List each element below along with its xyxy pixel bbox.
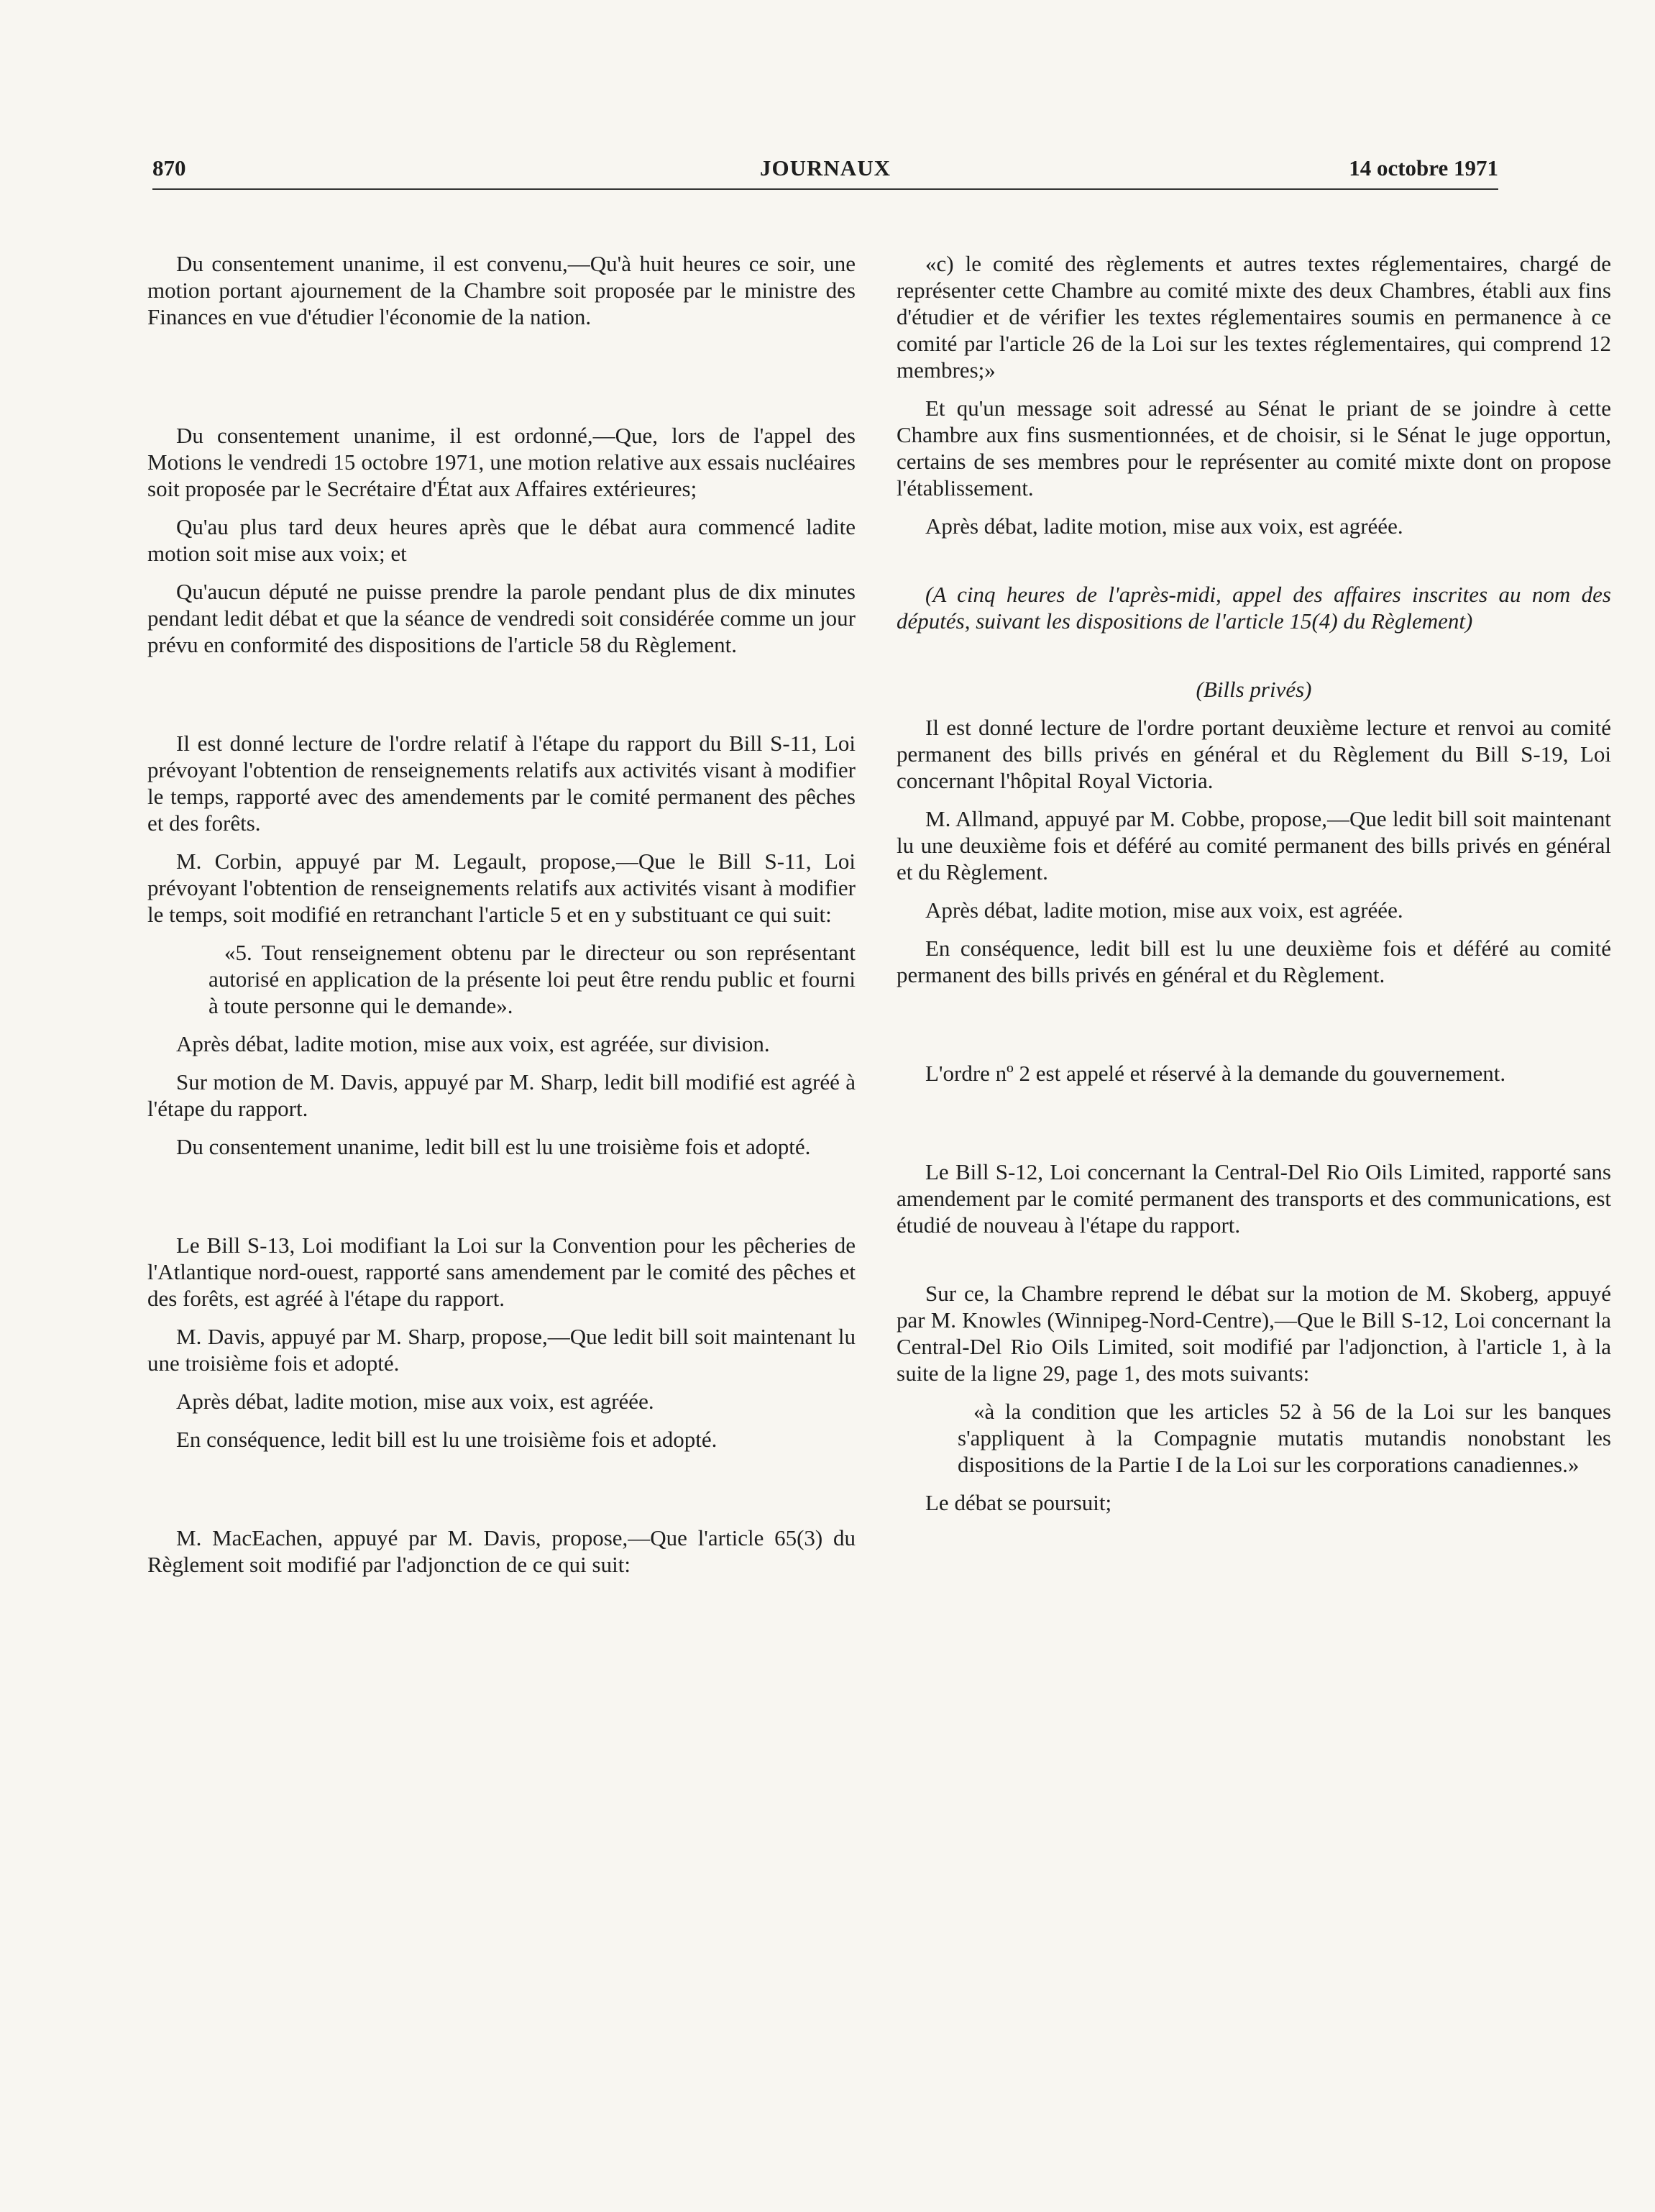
paragraph: Après débat, ladite motion, mise aux voix, est agréée.	[176, 1389, 654, 1414]
paragraph: M. MacEachen, appuyé par M. Davis, propose,—Que l'article 65(3) du Règlement soit modifié par l'adjonction de ce qui suit:	[147, 1525, 856, 1577]
paragraph: M. Allmand, appuyé par M. Cobbe, propose,—Que ledit bill soit maintenant lu une deuxième fois et déféré au comité permanent des bills privés en général et du Règlement.	[897, 806, 1611, 885]
quoted-amendment: «c) le comité des règlements et autres textes réglementaires, chargé de représenter cette Chambre au comité mixte des deux Chambres, établi aux fins d'étudier et de vérifier les textes réglementaires soumis en permanence à ce comité par l'article 26 de la Loi sur les textes réglementaires, qui comprend 12 membres;»	[897, 251, 1611, 383]
paragraph: M. Davis, appuyé par M. Sharp, propose,—Que ledit bill soit maintenant lu une troisième fois et adopté.	[147, 1324, 856, 1376]
paragraph: Il est donné lecture de l'ordre relatif à l'étape du rapport du Bill S-11, Loi prévoyant l'obtention de renseignements relatifs aux activités visant à modifier le temps, rapporté avec des amendements par le comité permanent des pêches et des forêts.	[147, 731, 856, 836]
italic-note: (A cinq heures de l'après-midi, appel des affaires inscrites au nom des députés, suivant les dispositions de l'article 15(4) du Règlement)	[897, 582, 1611, 634]
paragraph: En conséquence, ledit bill est lu une deuxième fois et déféré au comité permanent des bills privés en général et du Règlement.	[897, 936, 1611, 987]
paragraph: Sur motion de M. Davis, appuyé par M. Sharp, ledit bill modifié est agréé à l'étape du rapport.	[147, 1069, 856, 1121]
page-header	[152, 155, 1498, 190]
paragraph: Le Bill S-12, Loi concernant la Central-Del Rio Oils Limited, rapporté sans amendement par le comité permanent des transports et des communications, est étudié de nouveau à l'étape du rapport.	[897, 1159, 1611, 1238]
paragraph: Après débat, ladite motion, mise aux voix, est agréée.	[925, 513, 1403, 539]
paragraph: Le débat se poursuit;	[925, 1490, 1112, 1515]
paragraph: Du consentement unanime, ledit bill est lu une troisième fois et adopté.	[176, 1134, 811, 1159]
paragraph: Qu'au plus tard deux heures après que le débat aura commencé ladite motion soit mise aux voix; et	[147, 514, 856, 566]
left-column	[147, 250, 856, 1578]
page-date: 14 octobre 1971	[1349, 155, 1498, 180]
section-heading: (Bills privés)	[1196, 677, 1312, 702]
quoted-amendment: «5. Tout renseignement obtenu par le directeur ou son représentant autorisé en application de la présente loi peut être rendu public et fourni à toute personne qui le demande».	[208, 940, 856, 1018]
right-column	[897, 250, 1611, 1516]
paragraph: En conséquence, ledit bill est lu une troisième fois et adopté.	[176, 1427, 718, 1452]
quoted-amendment: «à la condition que les articles 52 à 56 de la Loi sur les banques s'appliquent à la Compagnie mutatis mutandis nonobstant les dispositions de la Partie I de la Loi sur les corporations canadiennes.»	[958, 1399, 1611, 1477]
paragraph: Du consentement unanime, il est ordonné,—Que, lors de l'appel des Motions le vendredi 15 octobre 1971, une motion relative aux essais nucléaires soit proposée par le Secrétaire d'État aux Affaires extérieures;	[147, 423, 856, 501]
paragraph: Et qu'un message soit adressé au Sénat le priant de se joindre à cette Chambre aux fins susmentionnées, et de choisir, si le Sénat le juge opportun, certains de ses membres pour le représenter au comité mixte dont on propose l'établissement.	[897, 396, 1611, 501]
paragraph: Le Bill S-13, Loi modifiant la Loi sur la Convention pour les pêcheries de l'Atlantique nord-ouest, rapporté sans amendement par le comité des pêches et des forêts, est agréé à l'étape du rapport.	[147, 1233, 856, 1311]
paragraph: Après débat, ladite motion, mise aux voix, est agréée, sur division.	[176, 1031, 770, 1056]
paragraph: Sur ce, la Chambre reprend le débat sur la motion de M. Skoberg, appuyé par M. Knowles (Winnipeg-Nord-Centre),—Que le Bill S-12, Loi concernant la Central-Del Rio Oils Limited, soit modifié par l'adjonction, à l'article 1, à la suite de la ligne 29, page 1, des mots suivants:	[897, 1281, 1611, 1386]
journal-title: JOURNAUX	[760, 155, 891, 180]
paragraph: Qu'aucun député ne puisse prendre la parole pendant plus de dix minutes pendant ledit débat et que la séance de vendredi soit considérée comme un jour prévu en conformité des dispositions de l'article 58 du Règlement.	[147, 579, 856, 657]
paragraph: Du consentement unanime, il est convenu,—Qu'à huit heures ce soir, une motion portant ajournement de la Chambre soit proposée par le ministre des Finances en vue d'étudier l'économie de la nation.	[147, 251, 856, 329]
paragraph: Après débat, ladite motion, mise aux voix, est agréée.	[925, 897, 1403, 923]
paragraph: M. Corbin, appuyé par M. Legault, propose,—Que le Bill S-11, Loi prévoyant l'obtention de renseignements relatifs aux activités visant à modifier le temps, soit modifié en retranchant l'article 5 et en y substituant ce qui suit:	[147, 849, 856, 927]
paragraph: L'ordre nº 2 est appelé et réservé à la demande du gouvernement.	[925, 1061, 1506, 1086]
paragraph: Il est donné lecture de l'ordre portant deuxième lecture et renvoi au comité permanent des bills privés en général et du Règlement du Bill S-19, Loi concernant l'hôpital Royal Victoria.	[897, 715, 1611, 793]
page-number: 870	[152, 155, 186, 180]
